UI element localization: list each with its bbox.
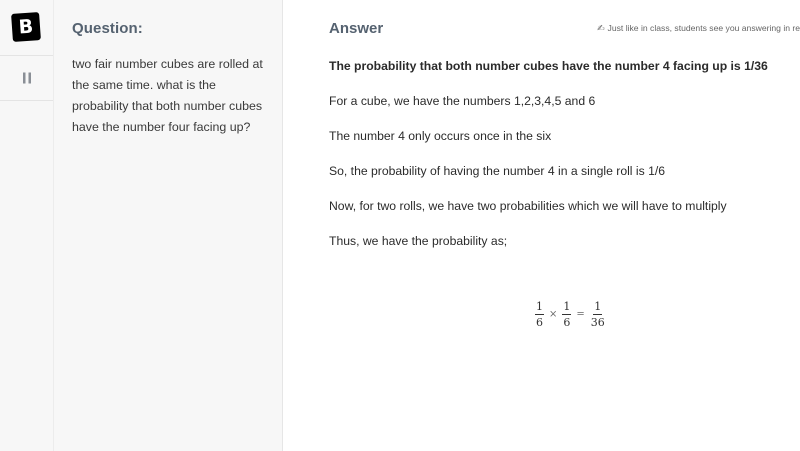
equals-operator: = (576, 309, 585, 320)
fraction-numerator: 1 (594, 300, 602, 313)
question-panel (54, 0, 283, 451)
fraction-one-sixth (535, 300, 544, 329)
fraction-denominator: 6 (536, 316, 543, 329)
answer-summary: The probability that both number cubes have the number 4 facing up is 1/36 (329, 59, 768, 73)
question-heading: Question: (72, 20, 143, 37)
writing-hand-icon: ✍ (597, 23, 605, 33)
answer-line: The number 4 only occurs once in the six (329, 129, 552, 143)
answer-body (329, 59, 800, 269)
fraction-denominator: 6 (563, 316, 571, 329)
left-rail (0, 0, 54, 451)
live-banner (597, 23, 800, 34)
answer-line: So, the probability of having the number 4 in a single roll is 1/6 (329, 164, 666, 178)
answer-line: Thus, we have the probability as; (329, 234, 508, 248)
question-text: two fair number cubes are rolled at the same time. what is the probability that both number cubes have the number four facing up? (72, 57, 263, 134)
answer-panel (283, 0, 800, 451)
fraction-one-sixth (562, 300, 571, 329)
probability-formula (535, 300, 606, 329)
answer-heading: Answer (329, 20, 384, 37)
fraction-numerator: 1 (536, 300, 543, 313)
brand-logo[interactable]: B (11, 12, 41, 42)
live-banner-text: Just like in class, students see you answering in re (607, 23, 800, 33)
pause-button[interactable] (0, 56, 54, 100)
answer-line: Now, for two rolls, we have two probabilities which we will have to multiply (329, 199, 727, 213)
multiply-operator: × (549, 309, 558, 320)
rail-divider (0, 100, 53, 101)
answer-line: For a cube, we have the numbers 1,2,3,4,5 and 6 (329, 94, 596, 108)
fraction-numerator: 1 (563, 300, 571, 313)
pause-icon (22, 72, 32, 84)
fraction-denominator: 36 (590, 316, 605, 329)
fraction-result (590, 300, 606, 329)
